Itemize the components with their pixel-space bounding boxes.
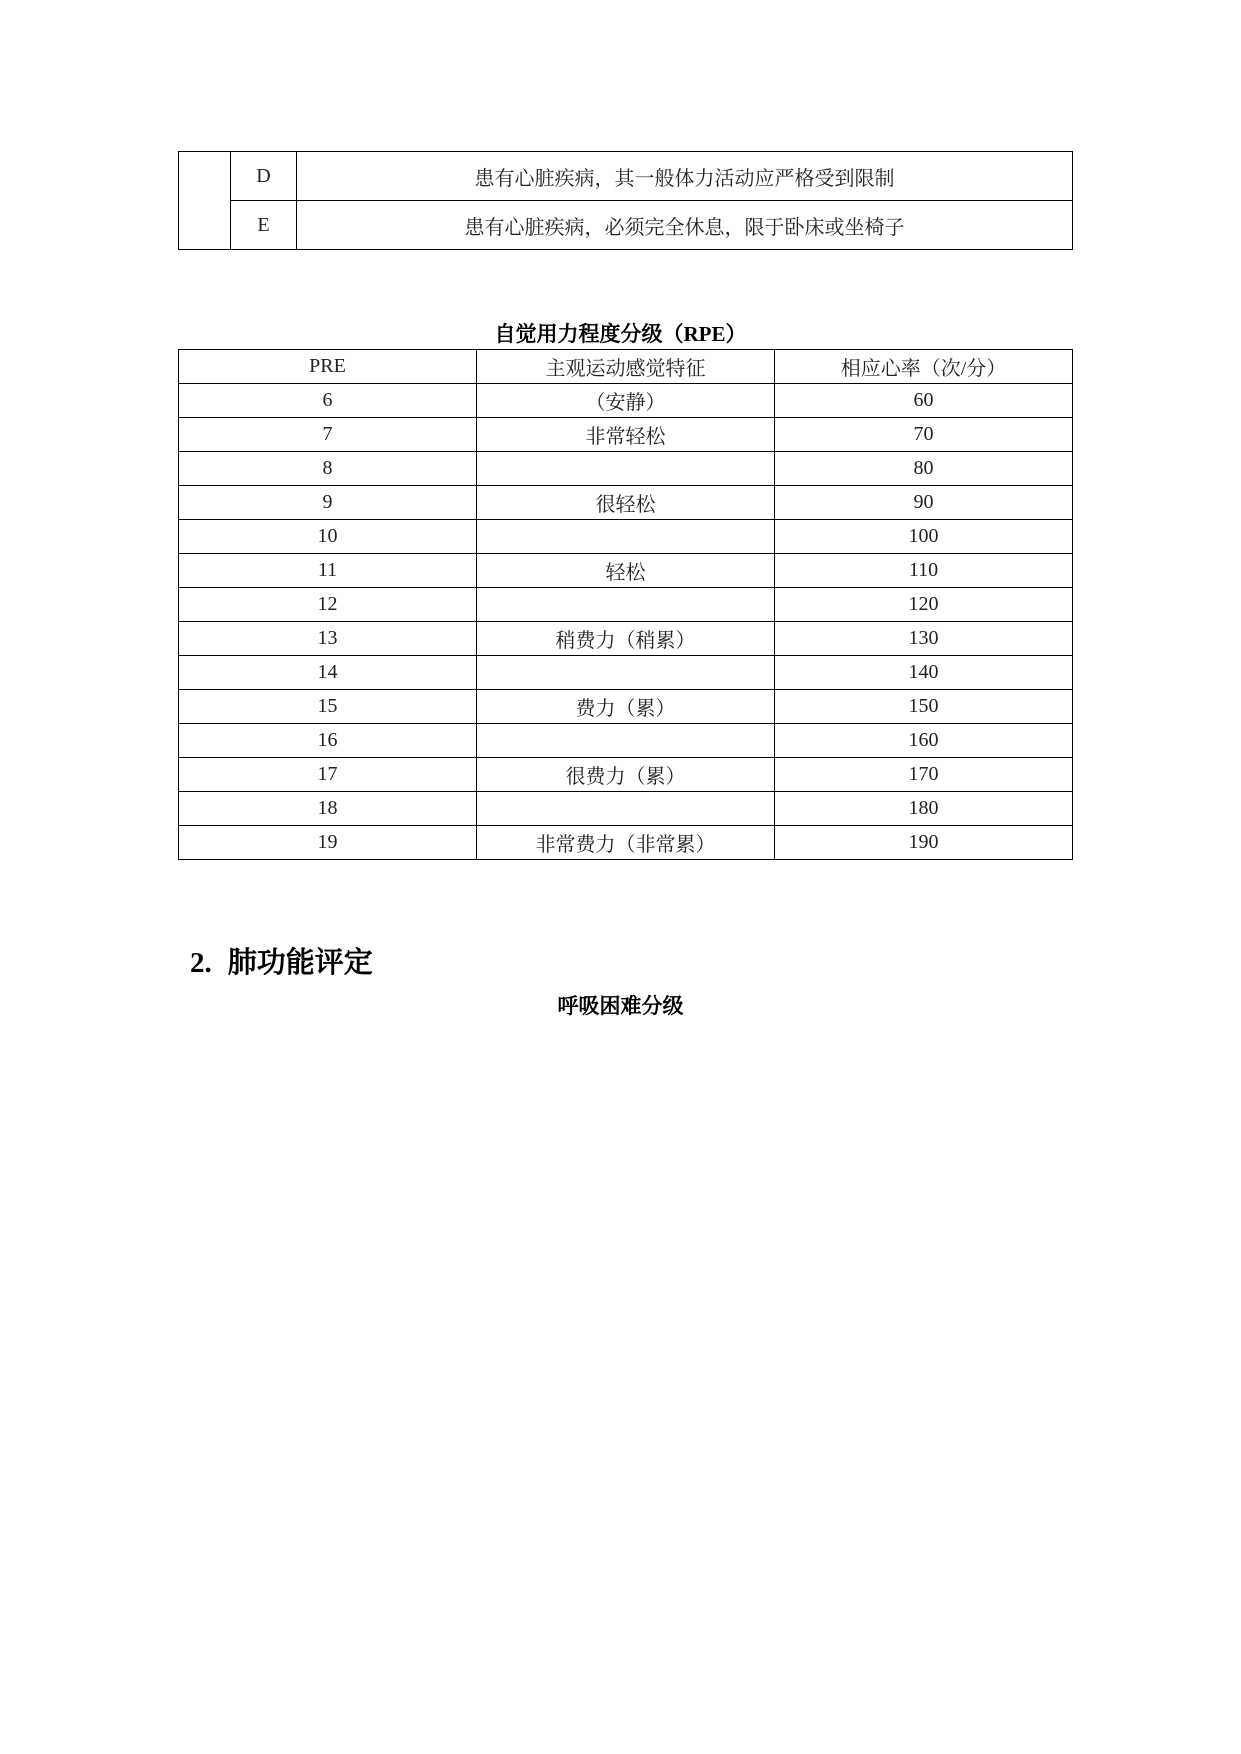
table-row <box>179 792 1073 826</box>
cardiac-class-table <box>178 151 1073 250</box>
grade-cell: E <box>231 201 297 250</box>
table-row <box>179 384 1073 418</box>
feeling-cell: 非常轻松 <box>477 418 775 452</box>
dyspnea-table-title: 呼吸困难分级 <box>557 994 684 1018</box>
feeling-cell <box>477 724 775 758</box>
feeling-cell: 稍费力（稍累） <box>477 622 775 656</box>
pre-cell: 11 <box>179 554 477 588</box>
heart-rate-cell: 130 <box>775 622 1073 656</box>
pre-cell: 17 <box>179 758 477 792</box>
table-row <box>179 622 1073 656</box>
pre-cell: 18 <box>179 792 477 826</box>
pre-cell: 19 <box>179 826 477 860</box>
column-header-pre: PRE <box>179 350 477 384</box>
pre-cell: 14 <box>179 656 477 690</box>
pre-cell: 10 <box>179 520 477 554</box>
heart-rate-cell: 140 <box>775 656 1073 690</box>
heart-rate-cell: 70 <box>775 418 1073 452</box>
table-row <box>179 724 1073 758</box>
pre-cell: 6 <box>179 384 477 418</box>
heart-rate-cell: 160 <box>775 724 1073 758</box>
feeling-cell: 很轻松 <box>477 486 775 520</box>
section-number: 2. <box>190 947 212 979</box>
feeling-cell: 轻松 <box>477 554 775 588</box>
pre-cell: 7 <box>179 418 477 452</box>
heart-rate-cell: 190 <box>775 826 1073 860</box>
rpe-table <box>178 349 1073 860</box>
table-row <box>179 656 1073 690</box>
heart-rate-cell: 80 <box>775 452 1073 486</box>
table-row <box>179 554 1073 588</box>
table-row <box>179 758 1073 792</box>
pre-cell: 16 <box>179 724 477 758</box>
table-row <box>179 588 1073 622</box>
pre-cell: 15 <box>179 690 477 724</box>
description-cell: 患有心脏疾病，其一般体力活动应严格受到限制 <box>297 152 1073 201</box>
table-row <box>179 826 1073 860</box>
heart-rate-cell: 60 <box>775 384 1073 418</box>
column-header-feeling: 主观运动感觉特征 <box>477 350 775 384</box>
table-row <box>179 152 1073 201</box>
pre-cell: 13 <box>179 622 477 656</box>
feeling-cell: 非常费力（非常累） <box>477 826 775 860</box>
feeling-cell <box>477 452 775 486</box>
pre-cell: 8 <box>179 452 477 486</box>
heart-rate-cell: 100 <box>775 520 1073 554</box>
table-row <box>179 690 1073 724</box>
feeling-cell <box>477 520 775 554</box>
heart-rate-cell: 120 <box>775 588 1073 622</box>
section-title: 肺功能评定 <box>227 947 373 979</box>
table-row <box>179 201 1073 250</box>
heart-rate-cell: 150 <box>775 690 1073 724</box>
table-header-row <box>179 350 1073 384</box>
pre-cell: 12 <box>179 588 477 622</box>
merged-class-cell <box>179 152 231 250</box>
pre-cell: 9 <box>179 486 477 520</box>
description-cell: 患有心脏疾病，必须完全休息，限于卧床或坐椅子 <box>297 201 1073 250</box>
heart-rate-cell: 110 <box>775 554 1073 588</box>
feeling-cell <box>477 588 775 622</box>
grade-cell: D <box>231 152 297 201</box>
feeling-cell: （安静） <box>477 384 775 418</box>
feeling-cell <box>477 792 775 826</box>
heart-rate-cell: 180 <box>775 792 1073 826</box>
table-row <box>179 418 1073 452</box>
feeling-cell: 费力（累） <box>477 690 775 724</box>
heart-rate-cell: 90 <box>775 486 1073 520</box>
column-header-heart-rate: 相应心率（次/分） <box>775 350 1073 384</box>
section-heading <box>190 940 373 981</box>
feeling-cell: 很费力（累） <box>477 758 775 792</box>
table-row <box>179 486 1073 520</box>
table-row <box>179 452 1073 486</box>
rpe-table-title: 自觉用力程度分级（RPE） <box>494 322 747 346</box>
feeling-cell <box>477 656 775 690</box>
table-row <box>179 520 1073 554</box>
heart-rate-cell: 170 <box>775 758 1073 792</box>
